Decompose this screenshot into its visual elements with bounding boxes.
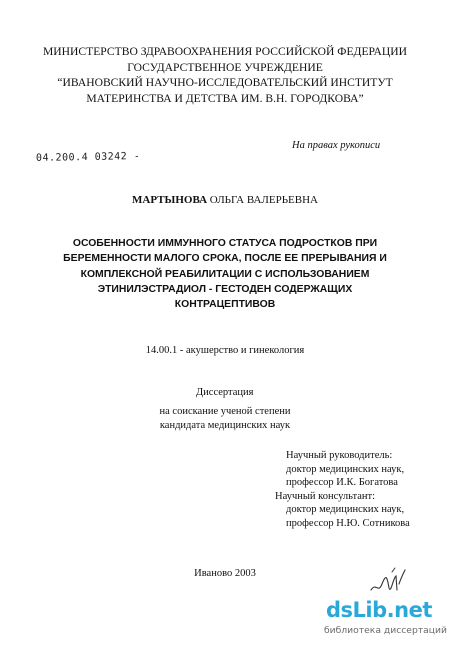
degree-line: кандидата медицинских наук xyxy=(159,419,291,431)
title-line: ОСОБЕННОСТИ ИММУННОГО СТАТУСА ПОДРОСТКОВ ПРИ xyxy=(72,238,378,249)
advisors-block xyxy=(275,449,410,531)
degree-line: на соискание ученой степени xyxy=(159,406,291,417)
document-type: Диссертация xyxy=(196,387,254,398)
manuscript-rights-note: На правах рукописи xyxy=(292,140,381,151)
consultant-degree: доктор медицинских наук, xyxy=(286,504,405,516)
supervisor-name: профессор И.К. Богатова xyxy=(286,477,398,489)
signature-icon xyxy=(368,564,408,600)
author-name xyxy=(0,194,450,206)
degree-sought xyxy=(0,405,450,432)
title-line: ЭТИНИЛЭСТРАДИОЛ - ГЕСТОДЕН СОДЕРЖАЩИХ xyxy=(97,283,353,295)
watermark-brand: dsLib.net xyxy=(326,598,432,622)
consultant-name: профессор Н.Ю. Сотникова xyxy=(286,517,410,529)
specialty-code: 14.00.1 - акушерство и гинекология xyxy=(145,345,305,356)
dslib-watermark xyxy=(322,598,450,645)
title-line: КОМПЛЕКСНОЙ РЕАБИЛИТАЦИИ С ИСПОЛЬЗОВАНИЕМ xyxy=(80,268,370,280)
header-line-ministry: МИНИСТЕРСТВО ЗДРАВООХРАНЕНИЯ РОССИЙСКОЙ ФЕДЕРАЦИИ xyxy=(42,45,407,58)
dissertation-title xyxy=(0,236,450,312)
title-line: КОНТРАЦЕПТИВОВ xyxy=(174,299,276,311)
header-line-institute-name: “ИВАНОВСКИЙ НАУЧНО-ИССЛЕДОВАТЕЛЬСКИЙ ИНСТИТУТ xyxy=(57,76,393,89)
header-line-institute-name-cont: МАТЕРИНСТВА И ДЕТСТВА ИМ. В.Н. ГОРОДКОВА” xyxy=(86,91,364,105)
title-line: БЕРЕМЕННОСТИ МАЛОГО СРОКА, ПОСЛЕ ЕЕ ПРЕРЫВАНИЯ И xyxy=(63,253,387,265)
city-year: Иваново 2003 xyxy=(194,568,256,579)
author-given-names: ОЛЬГА ВАЛЕРЬЕВНА xyxy=(209,194,318,206)
supervisor-degree: доктор медицинских наук, xyxy=(286,463,405,475)
consultant-label: Научный консультант: xyxy=(275,490,376,502)
institution-header xyxy=(0,44,450,106)
header-line-institution-type: ГОСУДАРСТВЕННОЕ УЧРЕЖДЕНИЕ xyxy=(127,60,323,74)
supervisor-label: Научный руководитель: xyxy=(286,450,393,461)
registration-stamp: 04.200.4 03242 - xyxy=(35,151,141,164)
watermark-tagline: библиотека диссертаций xyxy=(324,625,447,636)
author-surname: МАРТЫНОВА xyxy=(132,194,208,206)
